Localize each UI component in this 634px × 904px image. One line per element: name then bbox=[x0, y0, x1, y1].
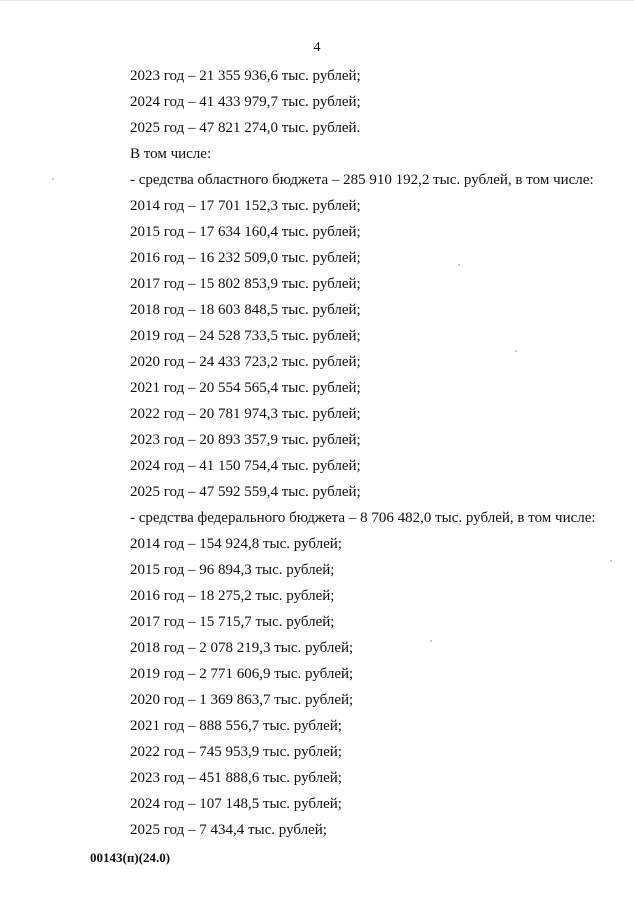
regional-line-2019: 2019 год – 24 528 733,5 тыс. рублей; bbox=[130, 328, 361, 344]
federal-line-2019: 2019 год – 2 771 606,9 тыс. рублей; bbox=[130, 666, 354, 682]
federal-line-2022: 2022 год – 745 953,9 тыс. рублей; bbox=[130, 744, 342, 760]
regional-line-2018: 2018 год – 18 603 848,5 тыс. рублей; bbox=[130, 302, 361, 318]
document-code: 00143(п)(24.0) bbox=[90, 850, 171, 865]
federal-line-2025: 2025 год – 7 434,4 тыс. рублей; bbox=[130, 822, 327, 838]
federal-line-2024: 2024 год – 107 148,5 тыс. рублей; bbox=[130, 796, 342, 812]
federal-line-2016: 2016 год – 18 275,2 тыс. рублей; bbox=[130, 588, 335, 604]
page-number: 4 bbox=[313, 40, 321, 55]
federal-line-2015: 2015 год – 96 894,3 тыс. рублей; bbox=[130, 562, 335, 578]
federal-line-2021: 2021 год – 888 556,7 тыс. рублей; bbox=[130, 718, 342, 734]
regional-line-2020: 2020 год – 24 433 723,2 тыс. рублей; bbox=[130, 354, 361, 370]
regional-line-2021: 2021 год – 20 554 565,4 тыс. рублей; bbox=[130, 380, 361, 396]
scan-speck bbox=[430, 640, 432, 642]
federal-budget-heading: - средства федерального бюджета – 8 706 482,0 тыс. рублей, в том числе: bbox=[130, 510, 596, 526]
budget-lines bbox=[130, 66, 610, 846]
federal-line-2014: 2014 год – 154 924,8 тыс. рублей; bbox=[130, 536, 342, 552]
federal-line-2018: 2018 год – 2 078 219,3 тыс. рублей; bbox=[130, 640, 354, 656]
scan-speck bbox=[52, 178, 54, 180]
regional-line-2016: 2016 год – 16 232 509,0 тыс. рублей; bbox=[130, 250, 361, 266]
federal-line-2023: 2023 год – 451 888,6 тыс. рублей; bbox=[130, 770, 342, 786]
regional-line-2025: 2025 год – 47 592 559,4 тыс. рублей; bbox=[130, 484, 361, 500]
federal-line-2017: 2017 год – 15 715,7 тыс. рублей; bbox=[130, 614, 335, 630]
regional-line-2023: 2023 год – 20 893 357,9 тыс. рублей; bbox=[130, 432, 361, 448]
scan-speck bbox=[515, 350, 517, 352]
scan-top-edge bbox=[0, 0, 634, 1]
regional-line-2022: 2022 год – 20 781 974,3 тыс. рублей; bbox=[130, 406, 361, 422]
regional-line-2017: 2017 год – 15 802 853,9 тыс. рублей; bbox=[130, 276, 361, 292]
regional-line-2015: 2015 год – 17 634 160,4 тыс. рублей; bbox=[130, 224, 361, 240]
including-heading: В том числе: bbox=[130, 146, 212, 162]
regional-line-2024: 2024 год – 41 150 754,4 тыс. рублей; bbox=[130, 458, 361, 474]
line-2025-total: 2025 год – 47 821 274,0 тыс. рублей. bbox=[130, 120, 361, 136]
scan-speck bbox=[610, 560, 612, 562]
regional-budget-heading: - средства областного бюджета – 285 910 192,2 тыс. рублей, в том числе: bbox=[130, 172, 594, 188]
scan-speck bbox=[458, 264, 460, 266]
line-2023-total: 2023 год – 21 355 936,6 тыс. рублей; bbox=[130, 68, 361, 84]
line-2024-total: 2024 год – 41 433 979,7 тыс. рублей; bbox=[130, 94, 361, 110]
federal-line-2020: 2020 год – 1 369 863,7 тыс. рублей; bbox=[130, 692, 354, 708]
regional-line-2014: 2014 год – 17 701 152,3 тыс. рублей; bbox=[130, 198, 361, 214]
